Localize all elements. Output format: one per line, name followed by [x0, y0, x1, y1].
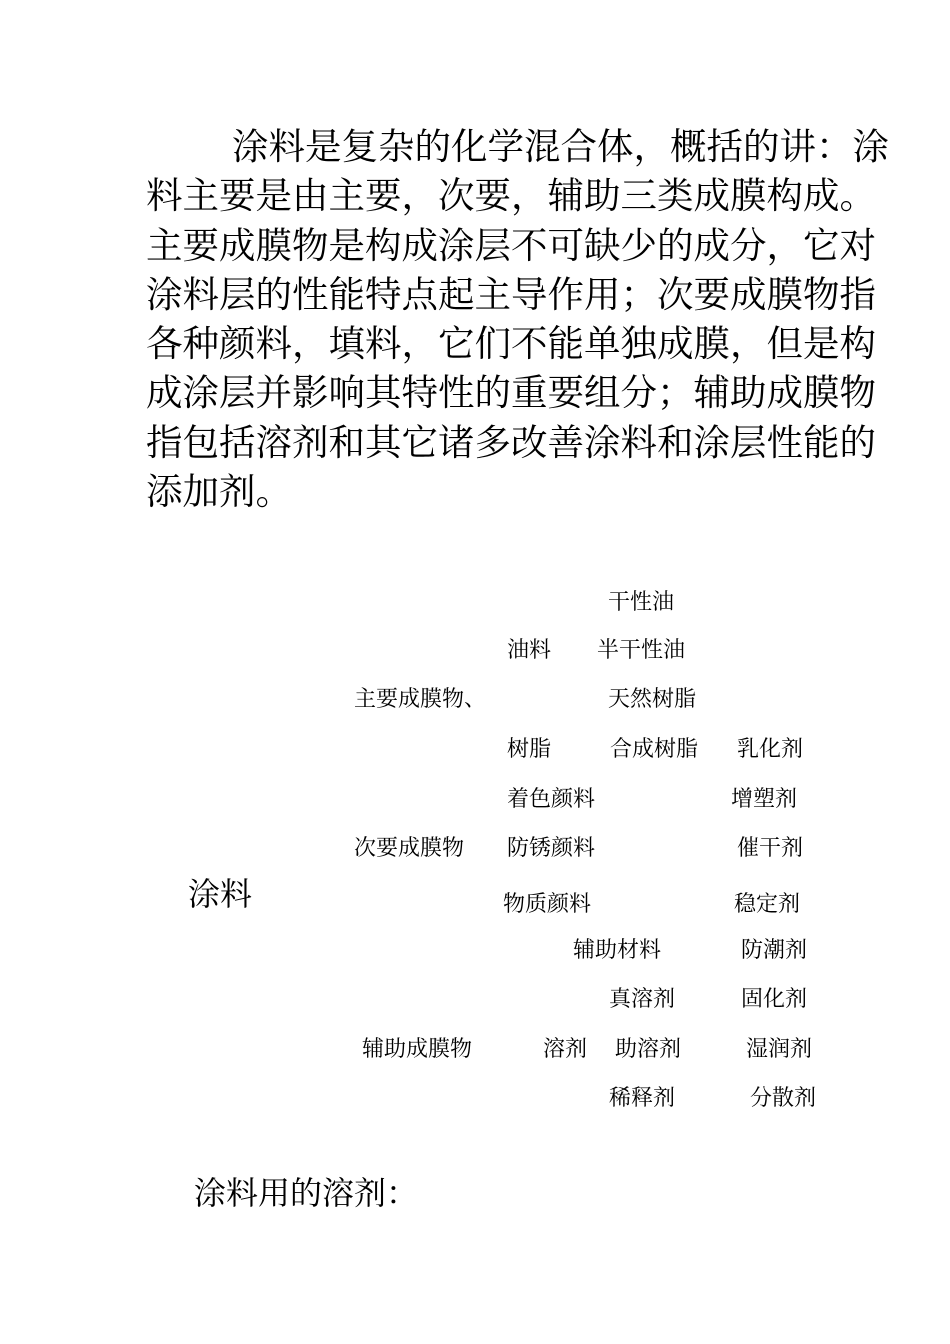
cosolvent-label: 助溶剂 [615, 1037, 682, 1062]
stabilizer-label: 稳定剂 [734, 892, 801, 917]
plasticizer-label: 增塑剂 [731, 787, 798, 812]
semi-drying-oil-label: 半干性油 [597, 638, 686, 663]
oil-label: 油料 [507, 638, 552, 663]
intro-line: 涂料是复杂的化学混合体，概括的讲：涂 [232, 125, 889, 168]
intro-line: 添加剂。 [146, 470, 292, 514]
coloring-pigment-label: 着色颜料 [507, 787, 596, 812]
minor-film-former-label: 次要成膜物 [354, 836, 465, 861]
synthetic-resin-label: 合成树脂 [610, 737, 699, 762]
intro-line: 料主要是由主要，次要，辅助三类成膜构成。 [146, 174, 876, 218]
drying-oil-label: 干性油 [608, 590, 675, 615]
solvent-label: 溶剂 [543, 1037, 588, 1062]
intro-paragraph [146, 122, 889, 516]
moisture-proof-agent-label: 防潮剂 [741, 938, 808, 963]
resin-label: 树脂 [507, 737, 552, 762]
natural-resin-label: 天然树脂 [608, 687, 697, 712]
major-film-former-label: 主要成膜物、 [354, 687, 487, 712]
wetting-agent-label: 湿润剂 [746, 1037, 813, 1062]
substance-pigment-label: 物质颜料 [503, 892, 592, 917]
dispersant-label: 分散剂 [750, 1086, 817, 1111]
intro-line: 指包括溶剂和其它诸多改善涂料和涂层性能的 [146, 420, 876, 464]
intro-line: 各种颜料，填料，它们不能单独成膜，但是构 [146, 322, 876, 366]
diluent-label: 稀释剂 [609, 1086, 676, 1111]
intro-line: 成涂层并影响其特性的重要组分；辅助成膜物 [146, 371, 876, 415]
antirust-pigment-label: 防锈颜料 [507, 836, 596, 861]
auxiliary-material-label: 辅助材料 [573, 938, 662, 963]
emulsifier-label: 乳化剂 [737, 737, 804, 762]
auxiliary-film-former-label: 辅助成膜物 [362, 1037, 473, 1062]
true-solvent-label: 真溶剂 [609, 987, 676, 1012]
tree-root-label: 涂料 [188, 875, 253, 913]
curing-agent-label: 固化剂 [741, 987, 808, 1012]
drier-label: 催干剂 [737, 836, 804, 861]
intro-line: 涂料层的性能特点起主导作用；次要成膜物指 [146, 272, 876, 316]
intro-line: 主要成膜物是构成涂层不可缺少的成分，它对 [146, 223, 876, 267]
section-heading: 涂料用的溶剂： [194, 1174, 419, 1212]
